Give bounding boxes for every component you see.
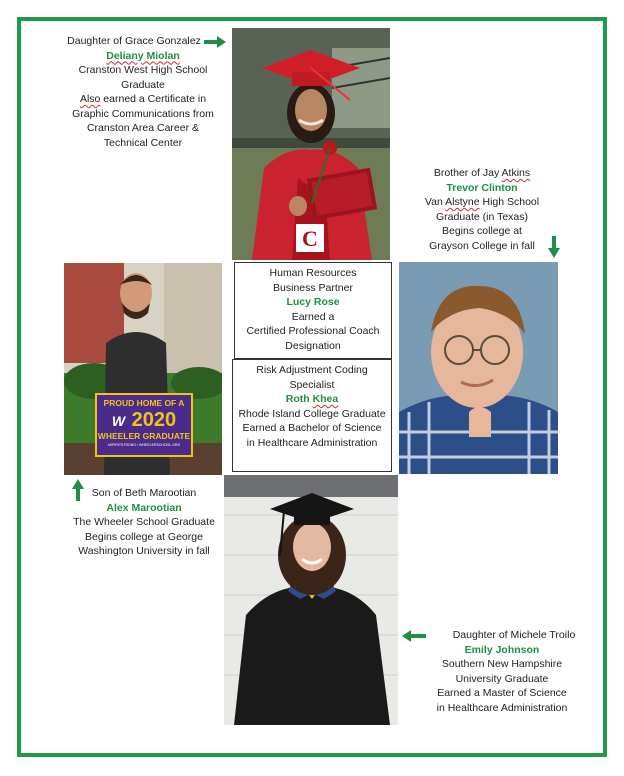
trevor-graduate: Graduate (in Texas): [435, 210, 529, 223]
deliany-school: Cranston West High School: [78, 64, 208, 76]
trevor-name: Trevor Clinton: [446, 181, 518, 194]
trevor-school: Van Alstyne High School: [424, 196, 540, 208]
arrow-right-icon: [204, 36, 226, 48]
yard-sign-year: 2020: [131, 409, 177, 431]
yard-sign-top: PROUD HOME OF A: [103, 398, 185, 408]
roth-title-2: Specialist: [289, 378, 335, 391]
deliany-certificate: Also earned a Certificate in: [79, 93, 207, 105]
emily-caption: [412, 628, 592, 715]
svg-text:C: C: [302, 226, 318, 251]
emily-degree-2: in Healthcare Administration: [436, 701, 568, 714]
yard-sign-tag: #SPIRITSTRONG • WHEELERSCHOOL.ORG: [107, 443, 181, 447]
wheeler-logo-icon: W: [111, 413, 126, 429]
alex-relation: Son of Beth Marootian: [91, 487, 197, 499]
graduate-black-gown-photo: [224, 475, 398, 725]
trevor-college-1: Begins college at: [442, 225, 522, 237]
lucy-rose-box: [234, 262, 392, 359]
yard-sign: [95, 393, 193, 457]
emily-school-1: Southern New Hampshire: [441, 658, 563, 670]
trevor-college-2: Grayson College in fall: [429, 239, 535, 252]
roth-title-1: Risk Adjustment Coding: [256, 364, 368, 376]
boy-with-glasses-photo: [399, 262, 558, 474]
deliany-center-2: Technical Center: [103, 136, 183, 149]
arrow-down-icon: [548, 236, 560, 258]
lucy-certification: Certified Professional Coach: [246, 325, 380, 337]
deliany-center-1: Cranston Area Career &: [86, 122, 200, 134]
roth-college: Rhode Island College Graduate: [238, 407, 386, 420]
alex-college-2: Washington University in fall: [78, 545, 210, 557]
roth-khea-box: [232, 359, 392, 472]
lucy-designation: Designation: [285, 339, 341, 352]
alex-college-1: Begins college at George: [85, 530, 203, 543]
emily-name: Emily Johnson: [464, 643, 540, 656]
roth-degree-2: in Healthcare Administration: [246, 436, 378, 449]
trevor-caption: [402, 166, 562, 253]
emily-relation: Daughter of Michele Troilo: [452, 629, 576, 641]
deliany-program: Graphic Communications from: [72, 107, 214, 120]
deliany-caption: [58, 34, 228, 150]
roth-degree-1: Earned a Bachelor of Science: [242, 422, 382, 434]
lucy-earned: Earned a: [291, 310, 335, 323]
yard-sign-middle: [97, 409, 191, 431]
trevor-relation: Brother of Jay Atkins: [433, 167, 531, 179]
alex-school: The Wheeler School Graduate: [73, 516, 215, 528]
roth-name: Roth Khea: [285, 393, 339, 405]
emily-school-2: University Graduate: [455, 672, 549, 685]
lucy-title-2: Business Partner: [273, 281, 353, 294]
emily-degree-1: Earned a Master of Science: [437, 687, 567, 699]
graduate-red-gown-photo: [232, 28, 390, 260]
deliany-graduate: Graduate: [121, 78, 165, 91]
alex-name: Alex Marootian: [106, 501, 182, 514]
yard-sign-bottom: WHEELER GRADUATE: [97, 431, 191, 441]
deliany-name: Deliany Miolan: [106, 49, 180, 62]
lucy-title-1: Human Resources: [269, 267, 357, 279]
alex-caption: [64, 486, 224, 559]
deliany-relation: Daughter of Grace Gonzalez: [67, 35, 201, 47]
lucy-name: Lucy Rose: [286, 296, 340, 308]
